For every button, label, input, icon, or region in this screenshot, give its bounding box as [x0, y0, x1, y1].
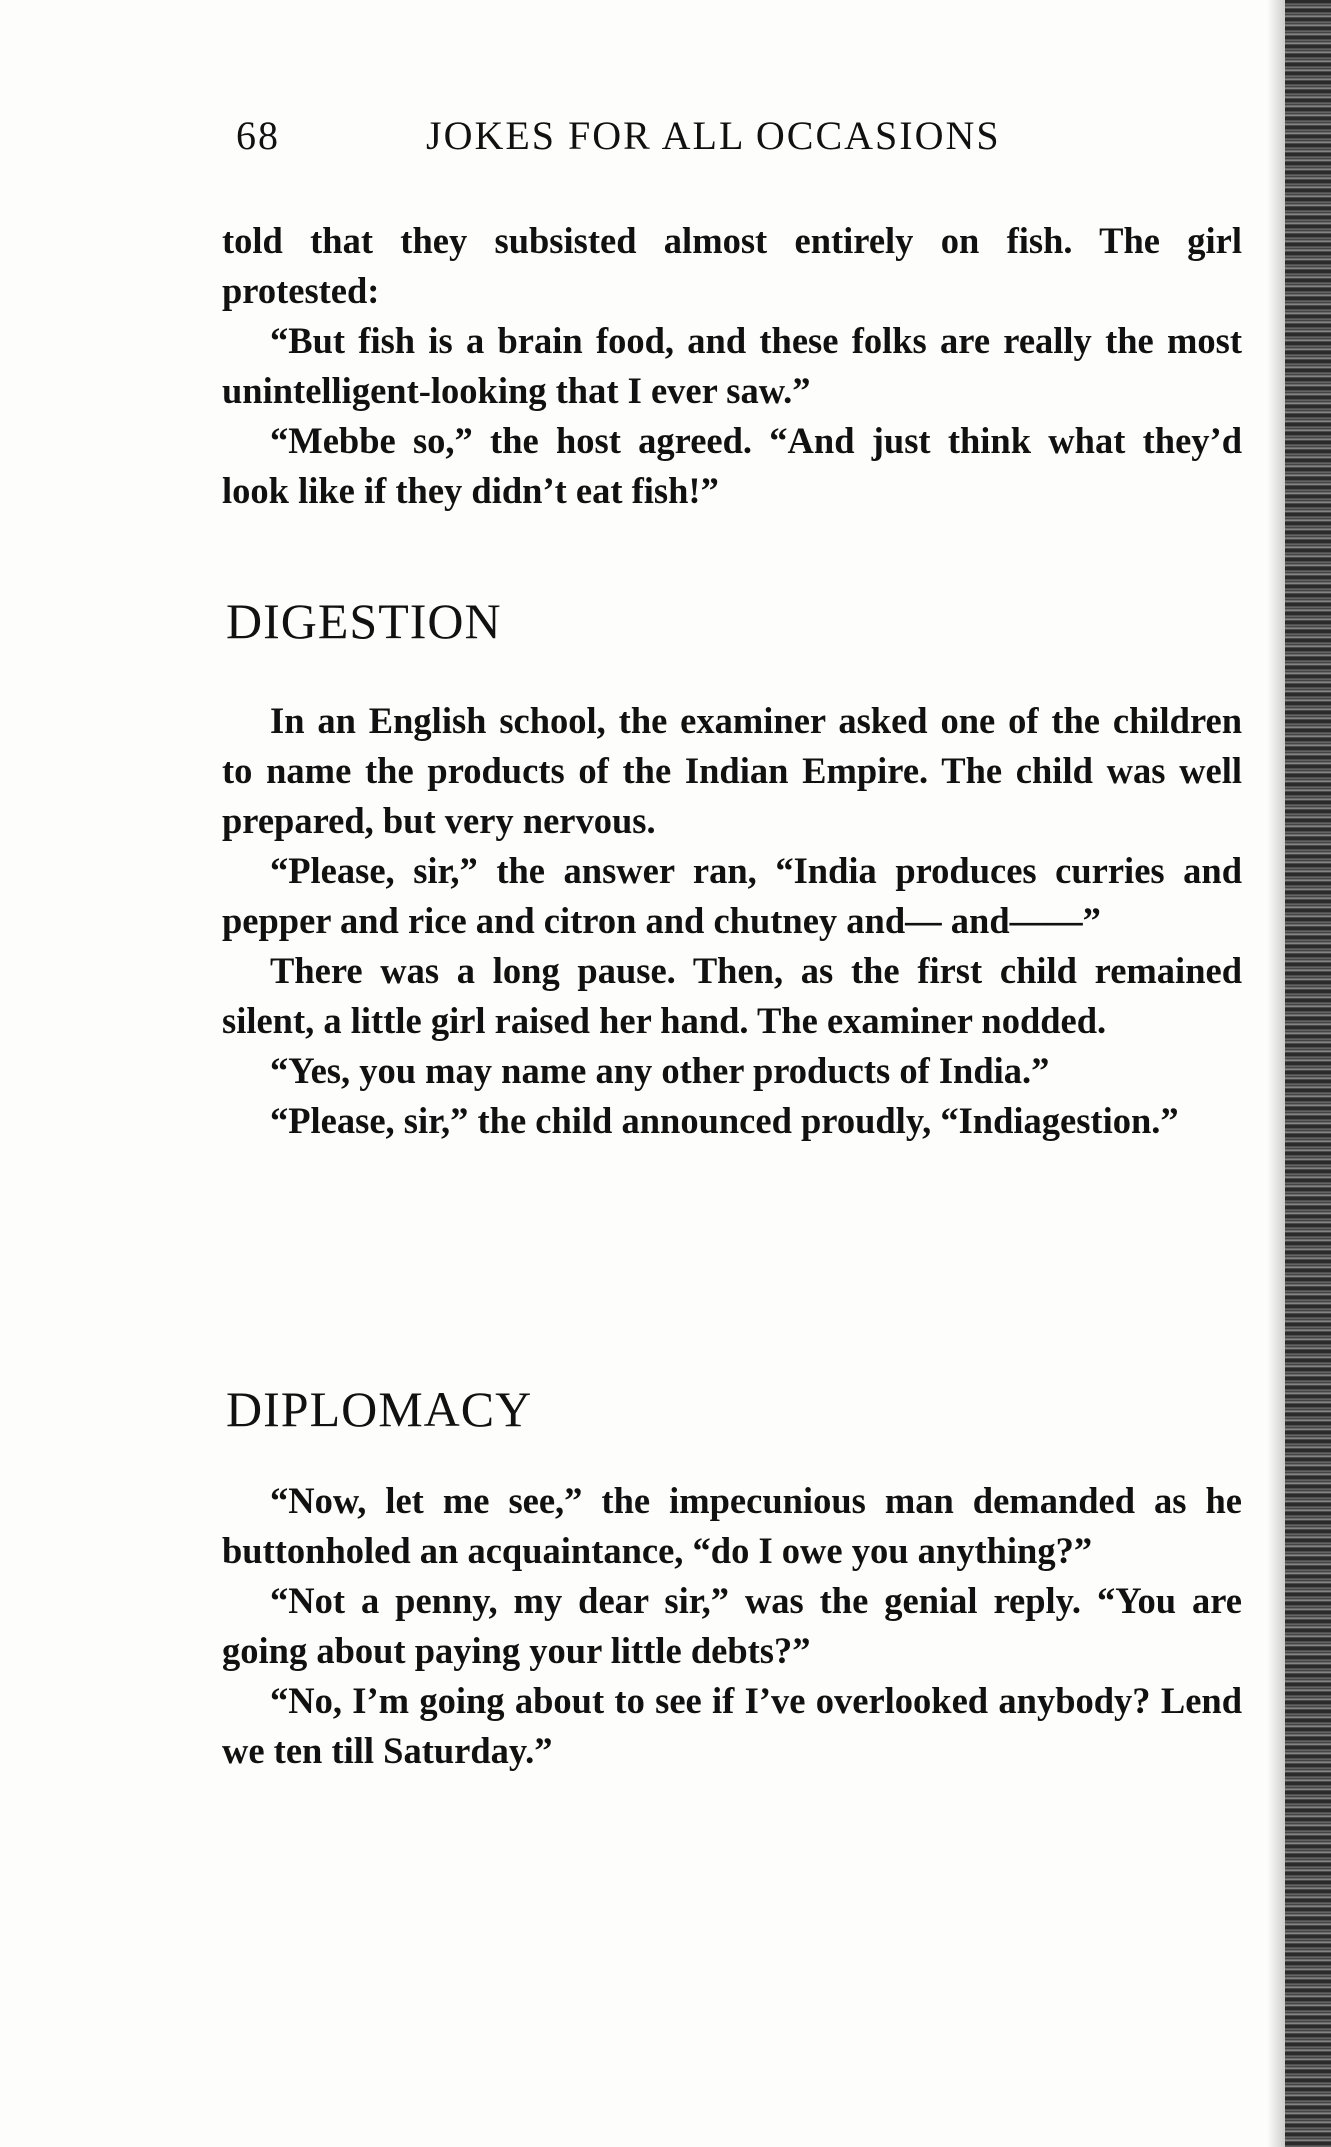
diplomacy-section	[222, 1476, 1242, 1776]
digestion-paragraph: “Please, sir,” the answer ran, “India produces curries and pepper and rice and citron and chutney and— and——”	[222, 850, 1242, 941]
page-edge-shadow	[1267, 0, 1285, 2147]
section-heading-digestion: DIGESTION	[226, 593, 502, 649]
page-number: 68	[236, 113, 280, 158]
diplomacy-paragraph: “Not a penny, my dear sir,” was the genial reply. “You are going about paying your little debts?”	[222, 1580, 1242, 1671]
digestion-paragraph: “Please, sir,” the child announced proudly, “Indiagestion.”	[270, 1100, 1179, 1141]
digestion-section	[222, 696, 1242, 1146]
running-title: JOKES FOR ALL OCCASIONS	[426, 113, 1001, 158]
page-edge	[1285, 0, 1331, 2147]
section-heading-diplomacy: DIPLOMACY	[226, 1381, 533, 1437]
intro-paragraph: “Mebbe so,” the host agreed. “And just think what they’d look like if they didn’t eat fish!”	[222, 420, 1242, 511]
diplomacy-paragraph: “No, I’m going about to see if I’ve overlooked anybody? Lend we ten till Saturday.”	[222, 1680, 1242, 1771]
intro-paragraph: “But fish is a brain food, and these folks are really the most unintelligent-looking that I ever saw.”	[222, 320, 1242, 411]
intro-section	[222, 216, 1242, 516]
diplomacy-paragraph: “Now, let me see,” the impecunious man demanded as he buttonholed an acquaintance, “do I owe you anything?”	[222, 1480, 1242, 1571]
intro-paragraph: told that they subsisted almost entirely on fish. The girl protested:	[222, 220, 1242, 311]
digestion-paragraph: “Yes, you may name any other products of India.”	[270, 1050, 1050, 1091]
digestion-paragraph: In an English school, the examiner asked one of the children to name the products of the Indian Empire. The child was well prepared, but very nervous.	[222, 700, 1242, 841]
digestion-paragraph: There was a long pause. Then, as the first child remained silent, a little girl raised her hand. The examiner nodded.	[222, 950, 1242, 1041]
